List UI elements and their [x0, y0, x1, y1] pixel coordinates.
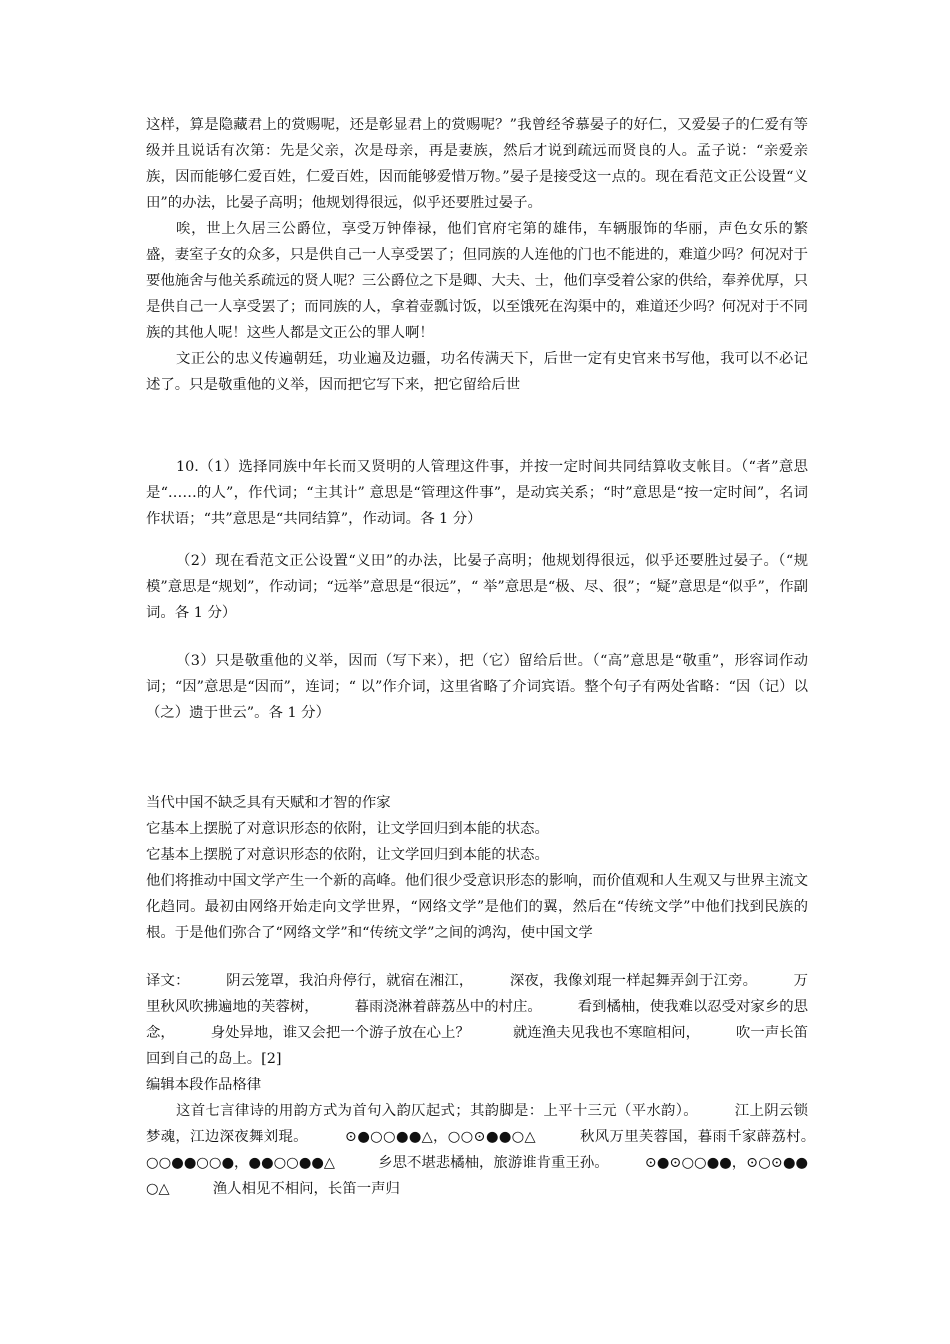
translation-paragraph-3: 文正公的忠义传遍朝廷，功业遍及边疆，功名传满天下，后世一定有史官来书写他，我可以不必记述了。只是敬重他的义举，因而把它写下来，把它留给后世: [146, 351, 808, 393]
spacer: [146, 626, 808, 648]
document-page: [146, 112, 852, 1202]
poem-meter: 这首七言律诗的用韵方式为首句入韵仄起式；其韵脚是：上平十三元（平水韵）。 江上阴云锁梦魂，江边深夜舞刘琨。 ⊙●○○●●△，○○⊙●●○△ 秋风万里芙蓉国，暮雨千家薜荔村。 ○○●●○○●，●●○○●●△ 乡思不堪悲橘柚，旅游谁肯重王孙。 ⊙●⊙○○●●，⊙○⊙●●○△ 渔人相见不相问，长笛一声归: [146, 1103, 852, 1197]
translation-paragraph-1: 这样，算是隐藏君上的赏赐呢，还是彰显君上的赏赐呢？”我曾经爷慕晏子的好仁，又爱晏子的仁爱有等级并且说话有次第：先是父亲，次是母亲，再是妻族，然后才说到疏远而贤良的人。孟子说：“亲爱亲族，因而能够仁爱百姓，仁爱百姓，因而能够爱惜万物。”晏子是接受这一点的。现在看范文正公设置“义田”的办法，比晏子高明；他规划得很远，似乎还要胜过晏子。: [146, 117, 808, 211]
writer-line-2: 它基本上摆脱了对意识形态的依附，让文学回归到本能的状态。: [146, 821, 549, 837]
spacer: [146, 946, 808, 968]
writer-line-1: 当代中国不缺乏具有天赋和才智的作家: [146, 795, 391, 811]
translation-paragraph-2: 唉，世上久居三公爵位，享受万钟俸禄，他们官府宅第的雄伟，车辆服饰的华丽，声色女乐的繁盛，妻室子女的众多，只是供自己一人享受罢了；但同族的人连他的门也不能进的，难道少吗？何况对于要他施舍与他关系疏远的贤人呢？三公爵位之下是卿、大夫、士，他们享受着公家的供给，奉养优厚，只是供自己一人享受罢了；而同族的人，拿着壶瓢讨饭，以至饿死在沟渠中的，难道还少吗？何况对于不同族的其他人呢！这些人都是文正公的罪人啊！: [146, 221, 808, 341]
edit-section-heading: 编辑本段作品格律: [146, 1077, 262, 1093]
writer-line-3: 它基本上摆脱了对意识形态的依附，让文学回归到本能的状态。: [146, 847, 549, 863]
spacer: [146, 726, 808, 790]
answer-10-1: 10.（1）选择同族中年长而又贤明的人管理这件事，并按一定时间共同结算收支帐目。（“者”意思是“……的人”，作代词；“主其计” 意思是“管理这件事”，是动宾关系；“时”意思是“按一定时间”，名词作状语；“共”意思是“共同结算”，作动词。各 1 分）: [146, 459, 808, 527]
spacer: [146, 398, 808, 454]
answer-10-2: （2）现在看范文正公设置“义田”的办法，比晏子高明；他规划得很远，似乎还要胜过晏子。（“规模”意思是“规划”，作动词；“远举”意思是“很远”，“ 举”意思是“极、尽、很”；“疑”意思是“似乎”，作副词。各 1 分）: [146, 553, 808, 621]
poem-translation: 译文： 阴云笼罩，我泊舟停行，就宿在湘江， 深夜，我像刘琨一样起舞弄剑于江旁。 万里秋风吹拂遍地的芙蓉树， 暮雨浇淋着薜荔丛中的村庄。 看到橘柚，使我难以忍受对家乡的思念， 身处异地，谁又会把一个游子放在心上？ 就连渔夫见我也不寒暄相问， 吹一声长笛回到自己的岛上。[2]: [146, 973, 808, 1067]
writer-paragraph: 他们将推动中国文学产生一个新的高峰。他们很少受意识形态的影响，而价值观和人生观又与世界主流文化趋同。最初由网络开始走向文学世界，“网络文学”是他们的翼，然后在“传统文学”中他们找到民族的根。于是他们弥合了“网络文学”和“传统文学”之间的鸿沟，使中国文学: [146, 873, 808, 941]
spacer: [146, 532, 808, 548]
answer-10-3: （3）只是敬重他的义举，因而（写下来），把（它）留给后世。（“高”意思是“敬重”，形容词作动词；“因”意思是“因而”，连词；“ 以”作介词，这里省略了介词宾语。整个句子有两处省略：“因（记）以（之）遗于世云”。各 1 分）: [146, 653, 808, 721]
